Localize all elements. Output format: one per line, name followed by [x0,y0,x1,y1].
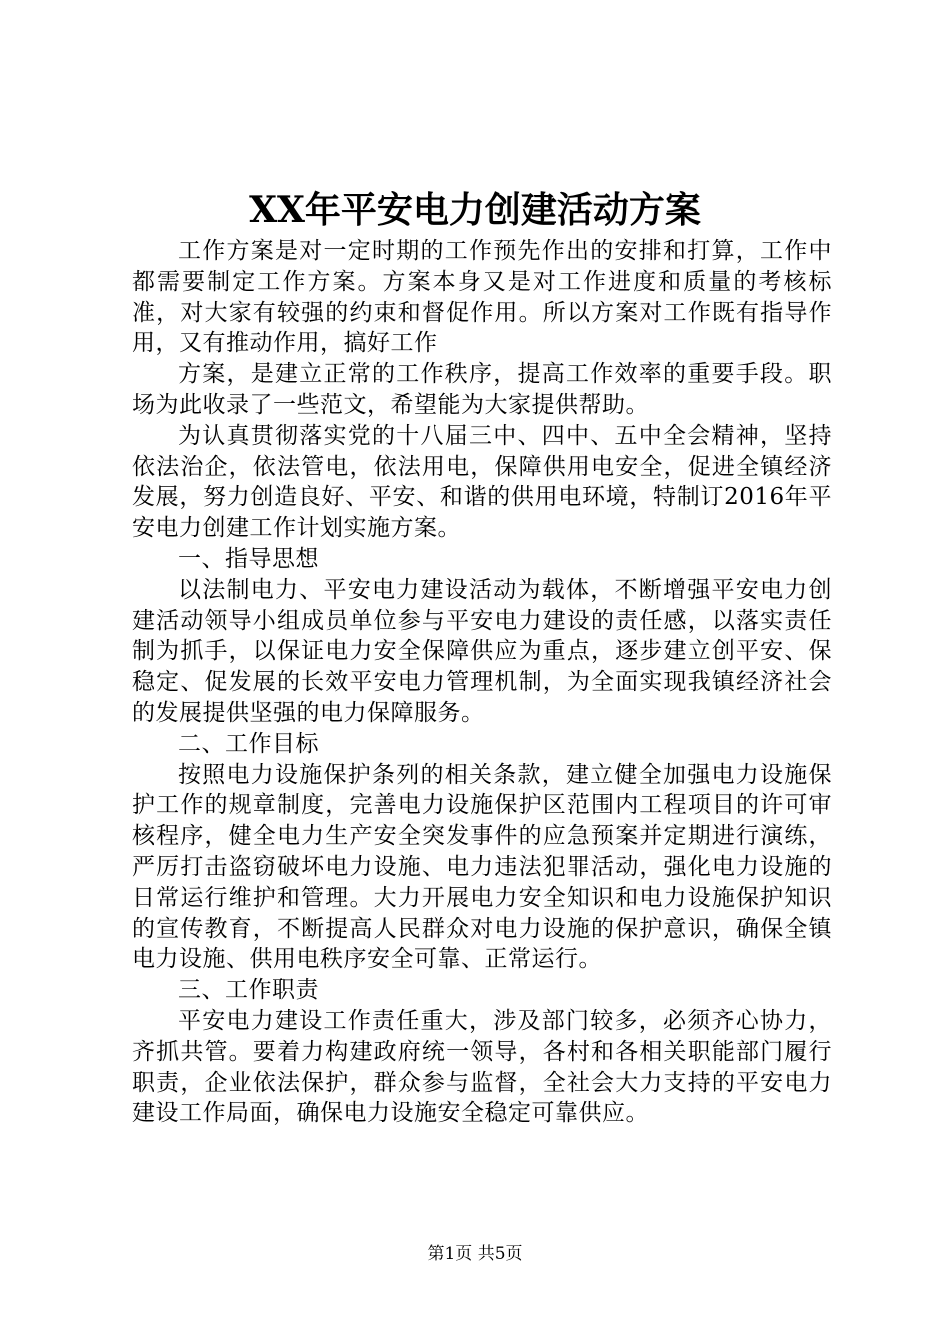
document-title: XX年平安电力创建活动方案 [249,189,701,231]
paragraph-intro: 工作方案是对一定时期的工作预先作出的安排和打算，工作中都需要制定工作方案。方案本身又是对工作进度和质量的考核标准，对大家有较强的约束和督促作用。所以方案对工作既有指导作用，又有推动作用，搞好工作 [132,238,832,357]
page-number-footer: 第1页 共5页 [427,1244,523,1264]
section-heading-work-duties: 三、工作职责 [178,977,319,1004]
paragraph-intro-continued: 方案，是建立正常的工作秩序，提高工作效率的重要手段。职场为此收录了一些范文，希望能为大家提供帮助。 [132,361,832,418]
paragraph-purpose: 为认真贯彻落实党的十八届三中、四中、五中全会精神，坚持依法治企，依法管电，依法用电，保障供用电安全，促进全镇经济发展，努力创造良好、平安、和谐的供用电环境，特制订2016年平安电力创建工作计划实施方案。 [132,422,832,542]
paragraph-guiding-ideology: 以法制电力、平安电力建设活动为载体，不断增强平安电力创建活动领导小组成员单位参与平安电力建设的责任感，以落实责任制为抓手，以保证电力安全保障供应为重点，逐步建立创平安、保稳定、促发展的长效平安电力管理机制，为全面实现我镇经济社会的发展提供坚强的电力保障服务。 [132,576,832,726]
section-heading-guiding-ideology: 一、指导思想 [178,545,319,572]
document-body [132,236,832,1129]
section-heading-work-goals: 二、工作目标 [178,730,319,757]
paragraph-work-goals: 按照电力设施保护条列的相关条款，建立健全加强电力设施保护工作的规章制度，完善电力设施保护区范围内工程项目的许可审核程序，健全电力生产安全突发事件的应急预案并定期进行演练，严厉打击盗窃破坏电力设施、电力违法犯罪活动，强化电力设施的日常运行维护和管理。大力开展电力安全知识和电力设施保护知识的宣传教育，不断提高人民群众对电力设施的保护意识，确保全镇电力设施、供用电秩序安全可靠、正常运行。 [132,761,832,973]
paragraph-work-duties: 平安电力建设工作责任重大，涉及部门较多，必须齐心协力，齐抓共管。要着力构建政府统一领导，各村和各相关职能部门履行职责，企业依法保护，群众参与监督，全社会大力支持的平安电力建设工作局面，确保电力设施安全稳定可靠供应。 [132,1007,832,1127]
